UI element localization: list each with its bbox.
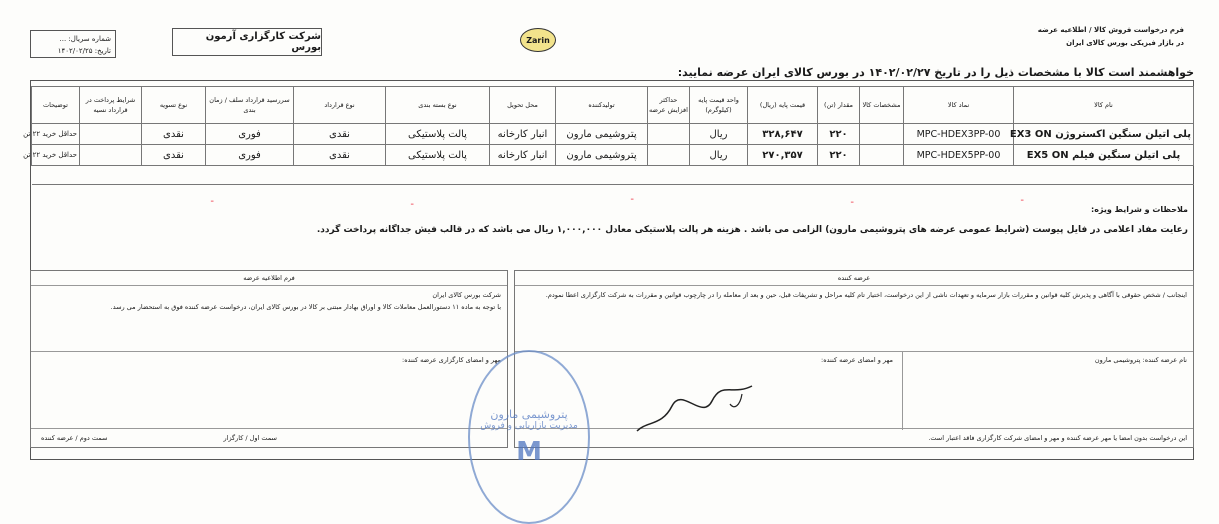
col-header: تولیدکننده: [556, 87, 648, 124]
cell-max-increase: [648, 145, 690, 166]
col-header: توضیحات: [32, 87, 80, 124]
table-row: [32, 145, 1194, 166]
broker-panel: [30, 270, 508, 448]
cell-base-price: ۳۲۸,۶۴۷: [748, 124, 818, 145]
col-header: سررسید قرارداد سلف / زمان بندی: [206, 87, 294, 124]
stamp-letter: M: [516, 436, 542, 467]
cell-maturity: فوری: [206, 124, 294, 145]
cell-delivery: انبار کارخانه: [490, 145, 556, 166]
col-header: نوع قرارداد: [294, 87, 386, 124]
cell-delivery: انبار کارخانه: [490, 124, 556, 145]
cell-base-price: ۲۷۰,۳۵۷: [748, 145, 818, 166]
red-mark-icon: -: [630, 194, 634, 205]
divider: [902, 352, 903, 430]
cell-price-unit: ریال: [690, 124, 748, 145]
cell-packaging: پالت پلاستیکی: [386, 145, 490, 166]
broker-panel-title: فرم اطلاعیه عرضه: [31, 271, 507, 286]
exchange-logo: Zarin: [520, 28, 556, 52]
company-stamp: [468, 350, 590, 524]
cell-quantity: ۲۲۰: [818, 145, 860, 166]
supplier-seal-label: مهر و امضای عرضه کننده:: [821, 356, 893, 364]
broker-signature-row: [31, 351, 507, 430]
red-mark-icon: -: [1020, 195, 1024, 206]
serial-box: [30, 30, 116, 58]
cell-producer: پتروشیمی مارون: [556, 145, 648, 166]
col-header: شرایط پرداخت در قرارداد نسیه: [80, 87, 142, 124]
notes-text: رعایت مفاد اعلامی در فایل پیوست (شرایط عمومی عرضه های پتروشیمی مارون) الزامی می باشد . هزینه هر پالت پلاستیکی معادل ۱,۰۰۰,۰۰۰ ریال می باشد که در قالب فیش جداگانه پرداخت گردد.: [316, 225, 1188, 235]
cell-contract-type: نقدی: [294, 124, 386, 145]
broker-seal-label: مهر و امضای کارگزاری عرضه کننده:: [402, 356, 501, 364]
supplier-declaration: اینجانب / شخص حقوقی با آگاهی و پذیرش کلیه قوانین و مقررات بازار سرمایه و تعهدات ناشی از این درخواست، اختیار تام کلیه مراحل و تشریفات قبل، حین و بعد از معامله را در چارچوب قوانین و مقررات به شرکت کارگزاری اعطا نمودم.: [545, 291, 1187, 299]
market-title: در بازار فیزیکی بورس کالای ایران: [1066, 39, 1184, 47]
form-date: تاریخ: ۱۴۰۲/۰۲/۲۵: [57, 47, 111, 55]
intro-text: خواهشمند است کالا با مشخصات ذیل را در تاریخ ۱۴۰۲/۰۲/۲۷ در بورس کالای ایران عرضه نمایید:: [677, 66, 1194, 79]
col-header: قیمت پایه (ریال): [748, 87, 818, 124]
supplier-footer: این درخواست بدون امضا یا مهر عرضه کننده و مهر و امضای شرکت کارگزاری فاقد اعتبار است.: [515, 428, 1193, 447]
supplier-name: نام عرضه کننده: پتروشیمی مارون: [1094, 356, 1187, 364]
cell-quantity: ۲۲۰: [818, 124, 860, 145]
form-header: [1038, 24, 1184, 50]
broker-code-label: سمت دوم / عرضه کننده: [41, 434, 108, 442]
broker-name: شرکت کارگزاری آرمون بورس: [172, 28, 322, 56]
serial-number: شماره سریال: ...: [59, 35, 111, 43]
request-form: [22, 8, 1194, 508]
cell-contract-type: نقدی: [294, 145, 386, 166]
table-row: [32, 124, 1194, 145]
cell-description: حداقل خرید ۲۲ تن: [32, 145, 80, 166]
cell-max-increase: [648, 124, 690, 145]
cell-symbol: MPC-HDEX5PP-00: [904, 145, 1014, 166]
cell-settlement: نقدی: [142, 124, 206, 145]
red-mark-icon: -: [410, 199, 414, 210]
notes-title: ملاحظات و شرایط ویژه:: [1091, 205, 1188, 214]
cell-spec: [860, 145, 904, 166]
cell-spec: [860, 124, 904, 145]
red-mark-icon: -: [210, 196, 214, 207]
cell-payment-terms: [80, 124, 142, 145]
col-header: محل تحویل: [490, 87, 556, 124]
form-title: فرم درخواست فروش کالا / اطلاعیه عرضه: [1037, 26, 1184, 34]
cell-payment-terms: [80, 145, 142, 166]
broker-notice-text: با توجه به ماده ۱۱ دستورالعمل معاملات کالا و اوراق بهادار مبتنی بر کالا در بورس کالای ایران، درخواست عرضه کننده فوق به استحضار می رسد.: [110, 303, 501, 311]
cell-description: حداقل خرید ۲۲ تن: [32, 124, 80, 145]
broker-footer: [31, 428, 507, 447]
broker-reg-label: سمت اول / کارگزار: [223, 434, 277, 442]
supplier-signature-row: [515, 351, 1193, 430]
col-header: نام کالا: [1014, 87, 1194, 124]
supplier-panel-title: عرضه کننده: [515, 271, 1193, 286]
col-header: نوع بسته بندی: [386, 87, 490, 124]
notes-section: [32, 184, 1194, 265]
cell-price-unit: ریال: [690, 145, 748, 166]
cell-packaging: پالت پلاستیکی: [386, 124, 490, 145]
cell-maturity: فوری: [206, 145, 294, 166]
cell-producer: پتروشیمی مارون: [556, 124, 648, 145]
broker-addressee: شرکت بورس کالای ایران: [432, 291, 501, 299]
col-header: مقدار (تن): [818, 87, 860, 124]
stamp-line-1: پتروشیمی مارون: [490, 407, 568, 421]
cell-product-name: پلی اتیلن سنگین فیلم EX5 ON: [1014, 145, 1194, 166]
col-header: نوع تسویه: [142, 87, 206, 124]
col-header: نماد کالا: [904, 87, 1014, 124]
cell-symbol: MPC-HDEX3PP-00: [904, 124, 1014, 145]
cell-product-name: پلی اتیلن سنگین اکستروژن EX3 ON: [1014, 124, 1194, 145]
cell-settlement: نقدی: [142, 145, 206, 166]
col-header: حداکثر افزایش عرضه: [648, 87, 690, 124]
supplier-panel: [514, 270, 1194, 448]
stamp-line-2: مدیریت بازاریابی و فروش: [480, 420, 578, 431]
goods-table: [23, 86, 1194, 166]
red-mark-icon: -: [850, 197, 854, 208]
handwritten-signature: [622, 376, 762, 436]
col-header: واحد قیمت پایه (کیلوگرم): [690, 87, 748, 124]
table-header-row: [32, 87, 1194, 124]
col-header: مشخصات کالا: [860, 87, 904, 124]
